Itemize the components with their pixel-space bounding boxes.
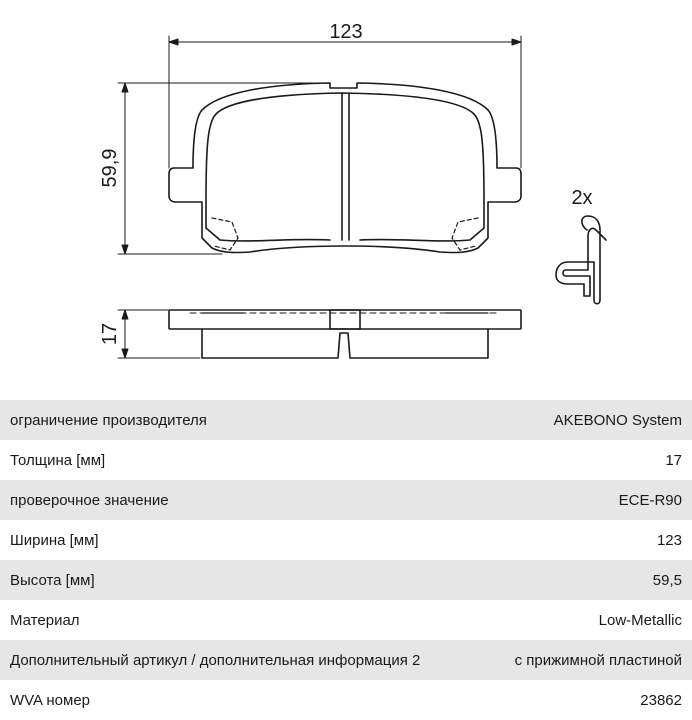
spec-label: ограничение производителя: [10, 411, 207, 429]
brake-pad-front-view: [169, 83, 521, 253]
height-label: 59,9: [99, 148, 121, 188]
thickness-dimension: [118, 310, 200, 358]
spec-row: [0, 640, 692, 680]
spec-row: [0, 560, 692, 600]
spec-value: 23862: [640, 691, 682, 709]
width-dimension: [169, 36, 521, 168]
spec-value: 123: [656, 531, 682, 549]
width-label: 123: [329, 21, 363, 43]
spec-value: ECE-R90: [618, 491, 682, 509]
spec-label: Материал: [10, 611, 80, 629]
spec-row: [0, 480, 692, 520]
spec-row: [0, 600, 692, 640]
spec-value: AKEBONO System: [553, 411, 682, 429]
spec-row: [0, 520, 692, 560]
spec-label: Высота [мм]: [10, 571, 95, 589]
spec-value: 59,5: [652, 571, 682, 589]
specifications-table: [0, 400, 692, 720]
spec-value: с прижимной пластиной: [514, 651, 682, 669]
spec-label: WVA номер: [10, 691, 91, 709]
spec-label: Дополнительный артикул / дополнительная информация 2: [10, 651, 421, 669]
spec-value: Low-Metallic: [598, 611, 682, 629]
brake-pad-side-view: [169, 310, 521, 358]
spec-row: [0, 400, 692, 440]
spec-label: Толщина [мм]: [10, 451, 106, 469]
clip-quantity-label: 2x: [571, 187, 593, 209]
spec-label: Ширина [мм]: [10, 531, 99, 549]
spec-label: проверочное значение: [10, 491, 169, 509]
clip-spring-detail: [556, 216, 606, 304]
thickness-label: 17: [99, 322, 121, 346]
spec-value: 17: [665, 451, 682, 469]
spec-row: [0, 680, 692, 720]
spec-row: [0, 440, 692, 480]
